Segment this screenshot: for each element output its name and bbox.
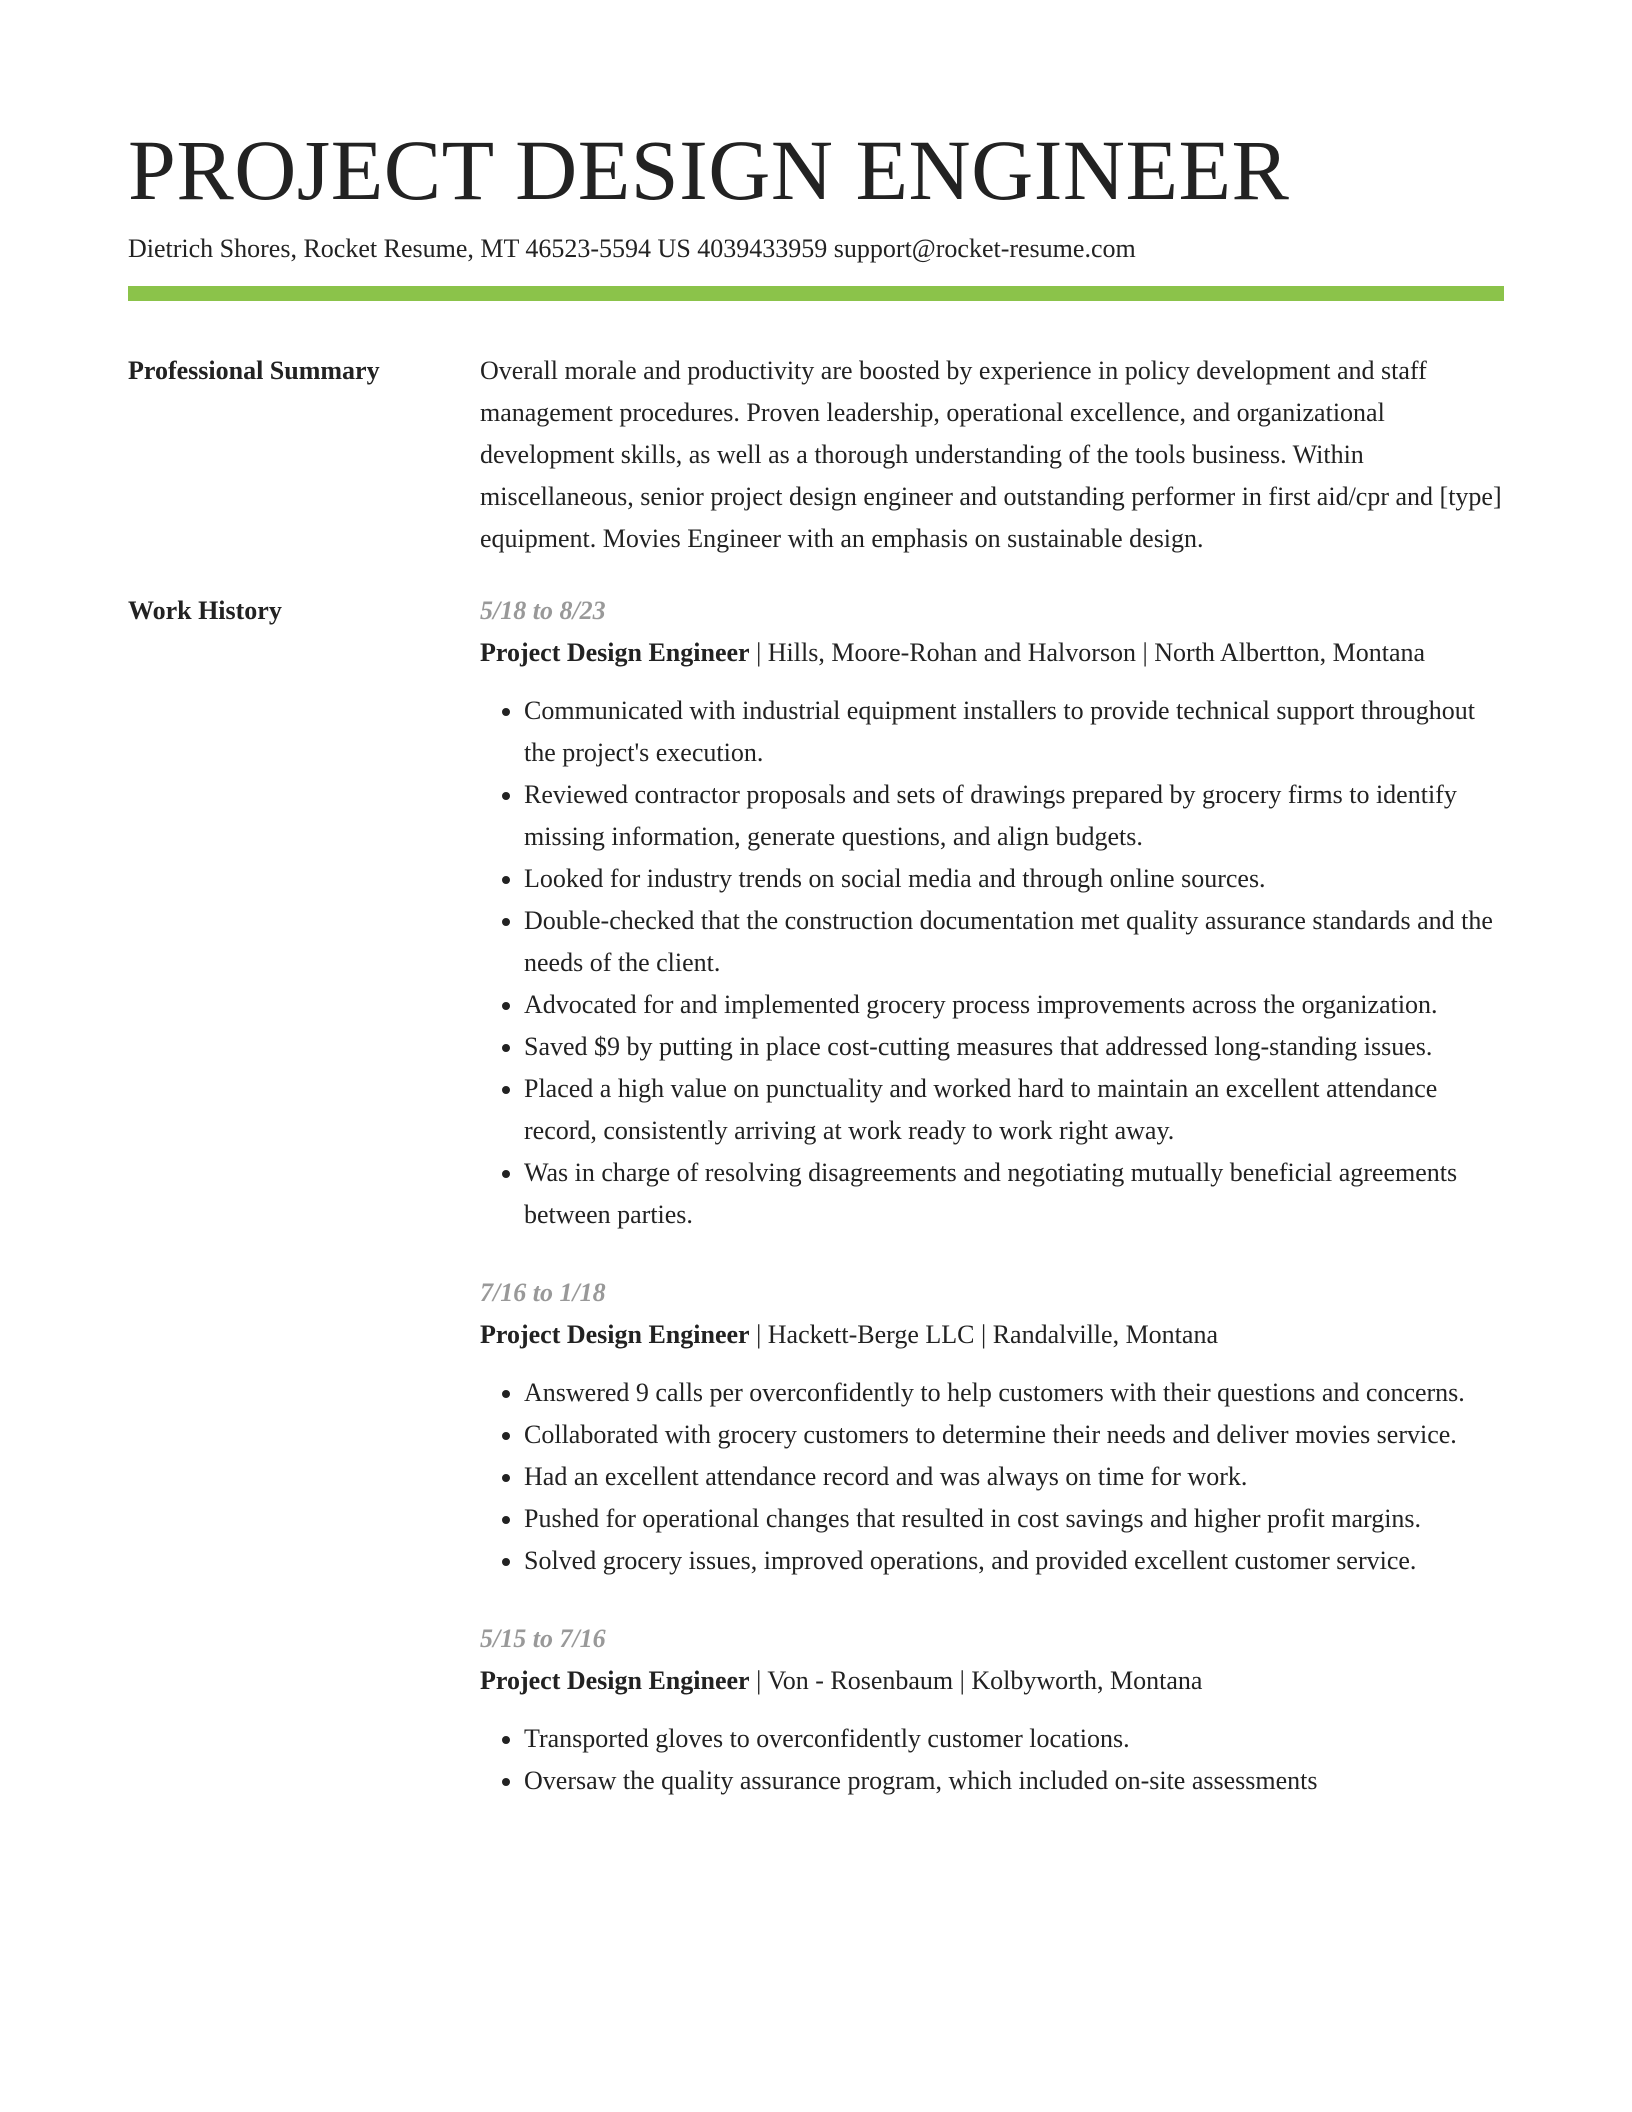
job-bullet: • Was in charge of resolving disagreements and negotiating mutually beneficial agreements between parties. xyxy=(524,1152,1504,1236)
job-bullet: • Communicated with industrial equipment installers to provide technical support throughout the project's execution. xyxy=(524,690,1504,774)
job-bullet: • Pushed for operational changes that resulted in cost savings and higher profit margins. xyxy=(524,1498,1504,1540)
job-details: | Von - Rosenbaum | Kolbyworth, Montana xyxy=(749,1666,1203,1695)
job-bullet: • Saved $9 by putting in place cost-cutting measures that addressed long-standing issues. xyxy=(524,1026,1504,1068)
job-bullet: • Double-checked that the construction documentation met quality assurance standards and the needs of the client. xyxy=(524,900,1504,984)
section-label: Work History xyxy=(128,596,282,625)
job-bullet: • Transported gloves to overconfidently customer locations. xyxy=(524,1718,1504,1760)
job-entry xyxy=(480,1618,1504,1802)
job-details: | Hackett-Berge LLC | Randalville, Montana xyxy=(749,1320,1218,1349)
job-dates: 5/18 to 8/23 xyxy=(480,596,606,625)
job-details: | Hills, Moore-Rohan and Halvorson | North Albertton, Montana xyxy=(749,638,1426,667)
job-bullet: • Had an excellent attendance record and was always on time for work. xyxy=(524,1456,1504,1498)
header-divider xyxy=(128,286,1504,301)
contact-line: Dietrich Shores, Rocket Resume, MT 46523-5594 US 4039433959 support@rocket-resume.com xyxy=(128,234,1136,263)
section-content xyxy=(480,350,1504,560)
job-bullet: • Answered 9 calls per overconfidently to help customers with their questions and concerns. xyxy=(524,1372,1504,1414)
job-bullet: • Reviewed contractor proposals and sets of drawings prepared by grocery firms to identify missing information, generate questions, and align budgets. xyxy=(524,774,1504,858)
job-heading xyxy=(480,1660,1504,1702)
job-heading xyxy=(480,632,1504,674)
job-heading xyxy=(480,1314,1504,1356)
work-history-section xyxy=(128,590,1504,1838)
summary-text: Overall morale and productivity are boosted by experience in policy development and staff management procedures. Proven leadership, operational excellence, and organizational development skills, as well as a thorough understanding of the tools business. Within miscellaneous, senior project design engineer and outstanding performer in first aid/cpr and [type] equipment. Movies Engineer with an emphasis on sustainable design. xyxy=(480,356,1502,553)
job-bullet-list xyxy=(480,1372,1504,1582)
job-title: Project Design Engineer xyxy=(480,1320,750,1349)
job-bullet: • Placed a high value on punctuality and worked hard to maintain an excellent attendance record, consistently arriving at work ready to work right away. xyxy=(524,1068,1504,1152)
job-bullet-list xyxy=(480,690,1504,1236)
job-title: Project Design Engineer xyxy=(480,638,750,667)
job-title: Project Design Engineer xyxy=(480,1666,750,1695)
section-content xyxy=(480,590,1504,1838)
resume-title: PROJECT DESIGN ENGINEER xyxy=(128,122,1290,218)
job-entry xyxy=(480,590,1504,1236)
job-entry xyxy=(480,1272,1504,1582)
professional-summary-section xyxy=(128,350,1504,560)
job-dates: 5/15 to 7/16 xyxy=(480,1624,606,1653)
resume-body xyxy=(128,350,1504,1838)
job-bullet: • Solved grocery issues, improved operations, and provided excellent customer service. xyxy=(524,1540,1504,1582)
job-bullet: • Collaborated with grocery customers to determine their needs and deliver movies service. xyxy=(524,1414,1504,1456)
job-bullet: • Looked for industry trends on social media and through online sources. xyxy=(524,858,1504,900)
job-bullet: • Oversaw the quality assurance program, which included on-site assessments xyxy=(524,1760,1504,1802)
section-label: Professional Summary xyxy=(128,356,380,385)
job-bullet: • Advocated for and implemented grocery process improvements across the organization. xyxy=(524,984,1504,1026)
job-bullet-list xyxy=(480,1718,1504,1802)
job-dates: 7/16 to 1/18 xyxy=(480,1278,606,1307)
